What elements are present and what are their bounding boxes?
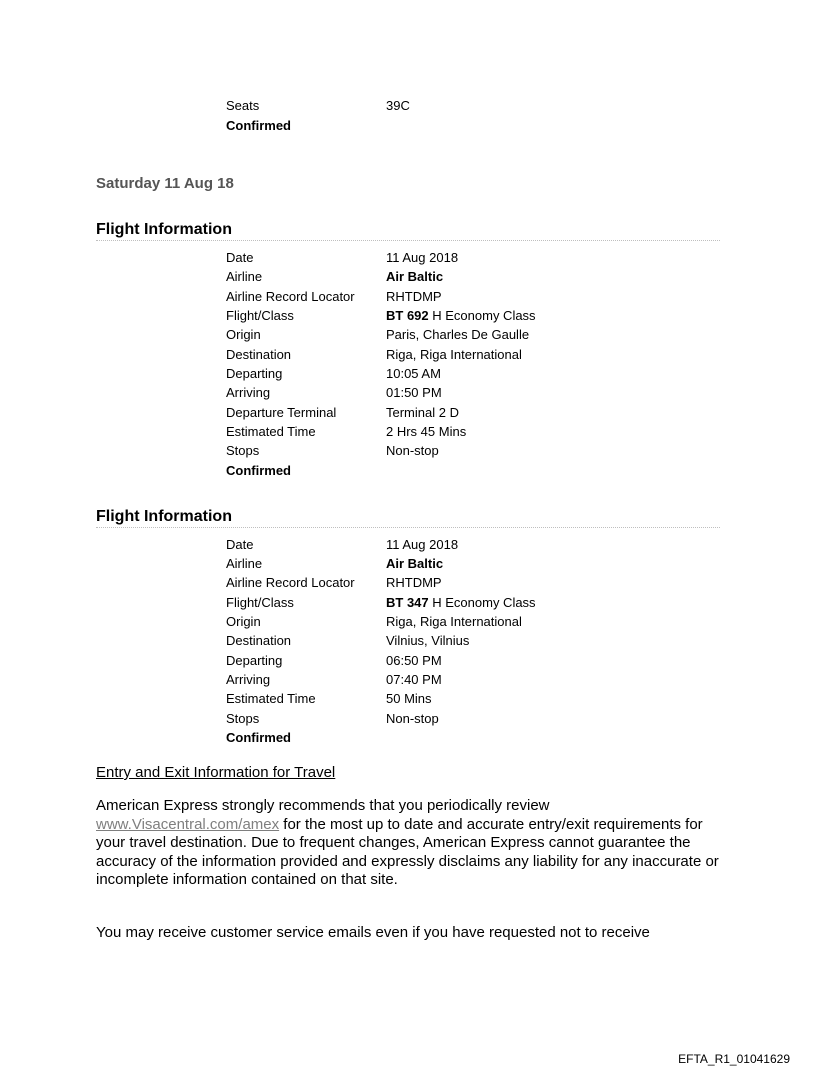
flight-1-arriving-row <box>226 383 726 402</box>
field-value <box>386 306 536 325</box>
field-value: Riga, Riga International <box>386 614 522 629</box>
field-value: RHTDMP <box>386 575 442 590</box>
field-value: RHTDMP <box>386 289 442 304</box>
field-value: Non-stop <box>386 443 439 458</box>
document-id: EFTA_R1_01041629 <box>678 1052 790 1066</box>
flight-2-arriving-row <box>226 670 726 689</box>
flight-1-date-row <box>226 248 726 267</box>
field-value: 50 Mins <box>386 691 432 706</box>
entry-exit-rest: for the most up to date and accurate entry/exit requirements for your travel destination. Due to frequent changes, American Express cannot guarantee the accuracy of the information provided and expressly disclaims any liability for any inaccurate or incomplete information contained on that site. <box>96 815 719 888</box>
flight-2-airline-row <box>226 554 726 573</box>
field-label: Flight/Class <box>226 308 294 323</box>
flight-2-origin-row <box>226 612 726 631</box>
field-label: Arriving <box>226 672 271 687</box>
field-label: Date <box>226 537 254 552</box>
flight-1-airline-row <box>226 267 726 286</box>
field-label: Departing <box>226 653 283 668</box>
date-heading: Saturday 11 Aug 18 <box>96 175 234 192</box>
flight-2-flightclass-row <box>226 593 726 612</box>
field-label: Airline Record Locator <box>226 575 355 590</box>
customer-service-note: You may receive customer service emails even if you have requested not to receive <box>96 924 650 941</box>
field-label: Flight/Class <box>226 595 294 610</box>
field-label: Destination <box>226 633 292 648</box>
seats-label: Seats <box>226 98 260 113</box>
seats-value: 39C <box>386 98 410 113</box>
field-label: Stops <box>226 711 260 726</box>
field-value: 2 Hrs 45 Mins <box>386 424 467 439</box>
entry-exit-heading: Entry and Exit Information for Travel <box>96 764 336 781</box>
field-label: Stops <box>226 443 260 458</box>
field-value <box>386 593 536 612</box>
field-label: Estimated Time <box>226 691 316 706</box>
flight-1-heading: Flight Information <box>96 220 720 241</box>
field-value: 11 Aug 2018 <box>386 537 459 552</box>
seats-row <box>226 96 726 115</box>
flight-number: BT 347 <box>386 595 429 610</box>
field-label: Date <box>226 250 254 265</box>
flight-2-status: Confirmed <box>226 730 291 745</box>
flight-1-flightclass-row <box>226 306 726 325</box>
field-value: 07:40 PM <box>386 672 442 687</box>
seats-status: Confirmed <box>226 118 291 133</box>
flight-1-departing-row <box>226 364 726 383</box>
field-label: Airline <box>226 556 263 571</box>
field-label: Airline <box>226 269 263 284</box>
flight-2-destination-row <box>226 631 726 650</box>
field-value: 01:50 PM <box>386 385 442 400</box>
flight-number: BT 692 <box>386 308 429 323</box>
visacentral-link[interactable]: www.Visacentral.com/amex <box>96 815 280 833</box>
field-value: Vilnius, Vilnius <box>386 633 470 648</box>
entry-exit-paragraph <box>96 797 726 890</box>
flight-1-estimated-row <box>226 422 726 441</box>
flight-2-stops-row <box>226 709 726 728</box>
field-value: Riga, Riga International <box>386 347 522 362</box>
field-value: Paris, Charles De Gaulle <box>386 327 530 342</box>
field-label: Destination <box>226 347 292 362</box>
flight-class: H Economy Class <box>428 308 536 323</box>
flight-1-locator-row <box>226 287 726 306</box>
flight-1-destination-row <box>226 345 726 364</box>
flight-1-status: Confirmed <box>226 463 291 478</box>
entry-exit-lead: American Express strongly recommends that you periodically review <box>96 797 550 814</box>
flight-1-origin-row <box>226 325 726 344</box>
field-label: Airline Record Locator <box>226 289 355 304</box>
field-value: 11 Aug 2018 <box>386 250 459 265</box>
flight-class: H Economy Class <box>428 595 536 610</box>
field-label: Origin <box>226 327 261 342</box>
field-value: Air Baltic <box>386 269 444 284</box>
field-label: Arriving <box>226 385 271 400</box>
field-value: 06:50 PM <box>386 653 442 668</box>
flight-2-heading: Flight Information <box>96 507 720 528</box>
flight-2-estimated-row <box>226 689 726 708</box>
flight-2-locator-row <box>226 573 726 592</box>
field-value: Terminal 2 D <box>386 405 459 420</box>
field-value: Non-stop <box>386 711 439 726</box>
flight-2-departing-row <box>226 651 726 670</box>
flight-1-stops-row <box>226 441 726 460</box>
flight-2-date-row <box>226 535 726 554</box>
field-value: Air Baltic <box>386 556 444 571</box>
flight-1-terminal-row <box>226 403 726 422</box>
field-label: Departing <box>226 366 283 381</box>
field-label: Estimated Time <box>226 424 316 439</box>
field-label: Departure Terminal <box>226 405 337 420</box>
field-value: 10:05 AM <box>386 366 441 381</box>
field-label: Origin <box>226 614 261 629</box>
